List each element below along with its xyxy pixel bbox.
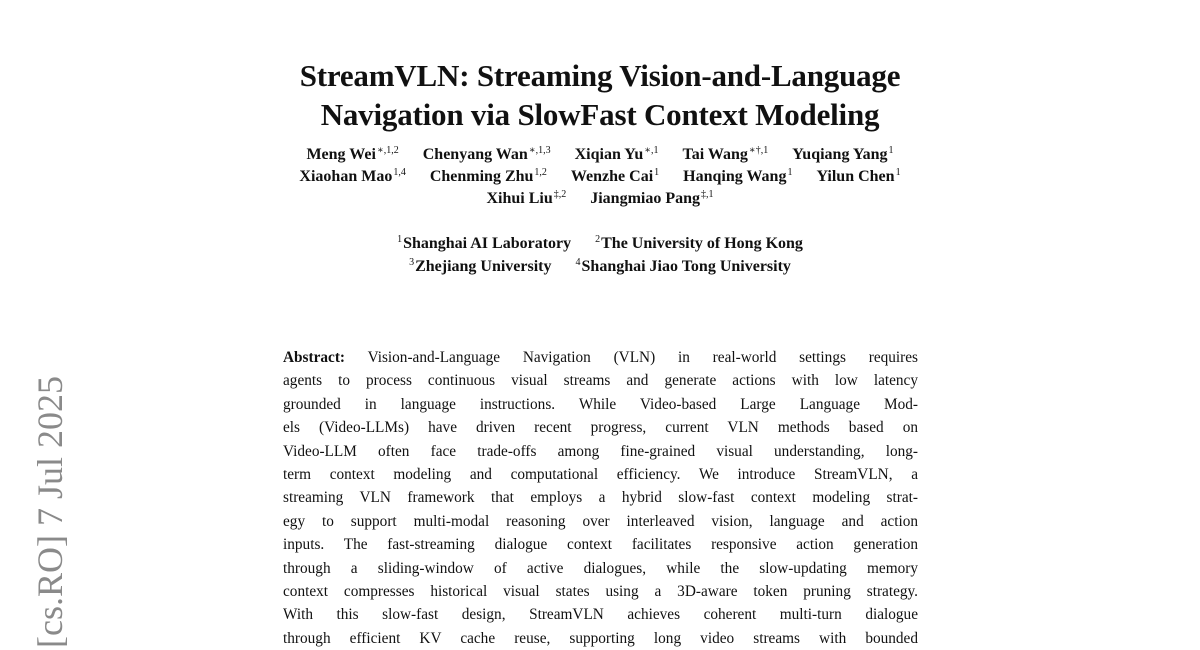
author: Tai Wang$^{∗\dagger,1}$: [682, 145, 769, 163]
title-line-1: StreamVLN: Streaming Vision-and-Language: [299, 58, 901, 93]
author: Xiqian $Yu^{∗,1}$: [574, 145, 659, 163]
author: Xihui Liu$^{\ddagger,2}$: [486, 189, 567, 207]
author: Xiaohan Mao$^{1,4}$: [299, 167, 406, 185]
author: Jiangmiao Pang$^{\ddagger,1}$: [590, 189, 714, 207]
abstract-label: Abstract:: [283, 349, 346, 366]
abstract-line: grounded in language instructions. While Video-based Large Language Mod-: [283, 395, 918, 413]
abstract-line: els (Video-LLMs) have driven recent progress, current VLN methods based on: [283, 419, 918, 437]
abstract-body: [283, 346, 918, 650]
abstract-line: egy to support multi-modal reasoning over interleaved vision, language and action: [283, 512, 918, 530]
author-row-2: [0, 166, 1200, 188]
author: Chenming Zhu$^{1,2}$: [429, 167, 547, 185]
author-list: [0, 144, 1200, 210]
affiliation: $^3$Zhejiang University: [409, 257, 552, 275]
author: Meng Wei$^{∗,1,2}$: [306, 145, 399, 163]
author-row-3: [0, 188, 1200, 210]
abstract-line: inputs. The fast-streaming dialogue context facilitates responsive action generation: [283, 536, 918, 554]
abstract-line: agents to process continuous visual streams and generate actions with low latency: [283, 372, 918, 390]
abstract-line: through efficient KV cache reuse, supporting long video streams with bounded: [283, 629, 918, 647]
abstract-line: through a sliding-window of active dialogues, while the slow-updating memory: [283, 559, 918, 577]
paper-title: [0, 56, 1200, 134]
abstract-line: term context modeling and computational efficiency. We introduce StreamVLN, a: [283, 466, 918, 484]
author: Wenzhe Cai$^1$: [570, 167, 660, 185]
author: Yuqiang Yang$^1$: [792, 145, 894, 163]
affiliation: $^4$Shanghai Jiao Tong University: [575, 257, 791, 275]
author: Chenyang Wan$^{∗,1,3}$: [422, 145, 551, 163]
affiliation-list: [0, 232, 1200, 278]
author: Hanqing Wang$^1$: [683, 167, 793, 185]
abstract-line: Video-LLM often face trade-offs among fine-grained visual understanding, long-: [283, 442, 918, 460]
title-line-2: Navigation via SlowFast Context Modeling: [320, 97, 880, 132]
affiliation: $^2$The University of Hong Kong: [595, 234, 803, 252]
affiliation: $^1$Shanghai AI Laboratory: [397, 234, 572, 252]
abstract-line: streaming VLN framework that employs a hybrid slow-fast context modeling strat-: [283, 489, 918, 507]
arxiv-stamp: [cs.RO] 7 Jul 2025: [30, 376, 70, 648]
abstract-line: context compresses historical visual states using a 3D-aware token pruning strategy.: [283, 583, 918, 601]
abstract-line: Abstract: Vision-and-Language Navigation (VLN) in real-world settings requires: [283, 349, 918, 366]
author-row-1: [0, 144, 1200, 166]
abstract-line: With this slow-fast design, StreamVLN achieves coherent multi-turn dialogue: [283, 606, 918, 624]
affiliation-row-1: [0, 232, 1200, 255]
affiliation-row-2: [0, 255, 1200, 278]
author: Yilun Chen$^1$: [816, 167, 901, 185]
